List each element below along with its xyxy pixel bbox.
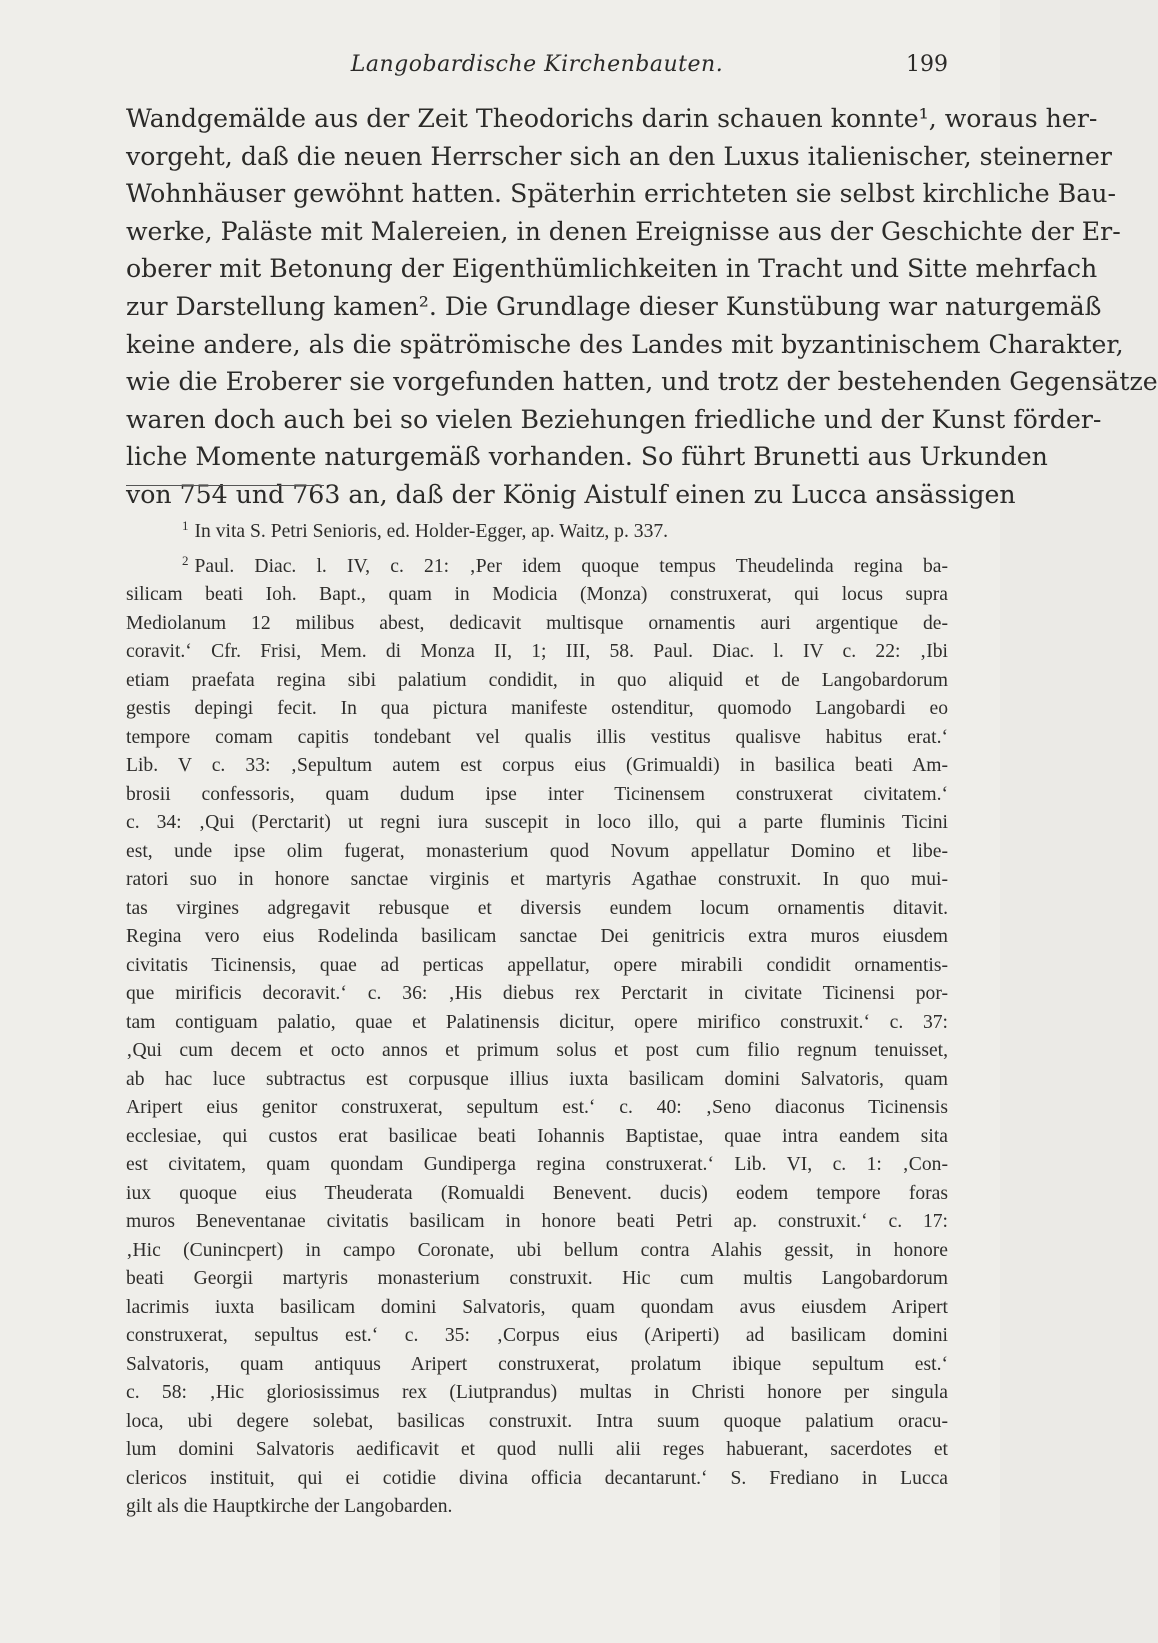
- footnote-line: coravit.‘ Cfr. Frisi, Mem. di Monza II, 1; III, 58. Paul. Diac. l. IV c. 22: ‚Ibi: [126, 641, 948, 662]
- footnote-line: silicam beati Ioh. Bapt., quam in Modicia (Monza) construxerat, qui locus supra: [126, 584, 948, 605]
- text-line: keine andere, als die spätrömische des Landes mit byzantinischem Charakter,: [126, 329, 1124, 359]
- footnote-line: c. 34: ‚Qui (Perctarit) ut regni iura suscepit in loco illo, qui a parte fluminis Ticini: [126, 812, 948, 833]
- footnote-line: c. 58: ‚Hic gloriosissimus rex (Liutprandus) multas in Christi honore per singula: [126, 1382, 948, 1403]
- footnote-line: tam contiguam palatio, quae et Palatinensis dicitur, opere mirifico construxit.‘ c. 37:: [126, 1011, 948, 1033]
- text-line: werke, Paläste mit Malereien, in denen Ereignisse aus der Geschichte der Er-: [126, 216, 1121, 246]
- footnote-line: ‚Hic (Cunincpert) in campo Coronate, ubi bellum contra Alahis gessit, in honore: [126, 1239, 948, 1261]
- footnote-line: que mirificis decoravit.‘ c. 36: ‚His diebus rex Perctarit in civitate Ticinensi por-: [126, 983, 948, 1004]
- footnotes: [126, 512, 948, 1522]
- page-number: 199: [906, 52, 948, 77]
- text-line: Wohnhäuser gewöhnt hatten. Späterhin errichteten sie selbst kirchliche Bau-: [126, 179, 1116, 209]
- footnote-line: brosii confessoris, quam dudum ipse inter Ticinensem construxerat civitatem.‘: [126, 783, 948, 805]
- footnote-line: $^2$ Paul. Diac. l. IV, c. 21: ‚Per idem quoque tempus Theudelinda regina ba-: [182, 552, 948, 577]
- running-header: [126, 52, 948, 88]
- main-text: [126, 100, 1158, 514]
- footnote-line: construxerat, sepultus est.‘ c. 35: ‚Corpus eius (Ariperti) ad basilicam domini: [126, 1325, 948, 1346]
- footnote-line: Salvatoris, quam antiquus Aripert construxerat, prolatum ibique sepultum est.‘: [126, 1353, 948, 1375]
- footnote-marker: 1: [182, 518, 189, 533]
- footnote-line: Lib. V c. 33: ‚Sepultum autem est corpus eius (Grimualdi) in basilica beati Am-: [126, 755, 948, 776]
- footnote-line: lacrimis iuxta basilicam domini Salvatoris, quam quondam avus eiusdem Aripert: [126, 1296, 948, 1318]
- footnote-line: beati Georgii martyris monasterium construxit. Hic cum multis Langobardorum: [126, 1268, 948, 1289]
- footnote-divider: [126, 485, 324, 486]
- footnote-line: civitatis Ticinensis, quae ad perticas appellatur, opere mirabili condidit ornamentis-: [126, 954, 948, 976]
- running-title: Langobardische Kirchenbauten.: [350, 52, 724, 77]
- footnote-line: tempore comam capitis tondebant vel qualis illis vestitus qualisve habitus erat.‘: [126, 726, 948, 748]
- text-line: wie die Eroberer sie vorgefunden hatten, und trotz der bestehenden Gegensätze: [126, 367, 1158, 397]
- footnote-line: tas virgines adgregavit rebusque et diversis eundem locum ornamentis ditavit.: [126, 897, 948, 919]
- text-line: vorgeht, daß die neuen Herrscher sich an den Luxus italienischer, steinerner: [126, 141, 1112, 171]
- footnote-line: gilt als die Hauptkirche der Langobarden.: [126, 1496, 453, 1517]
- text-line: Wandgemälde aus der Zeit Theodorichs darin schauen konnte¹, woraus her-: [126, 104, 1098, 133]
- footnote-line: ‚Qui cum decem et octo annos et primum solus et post cum filio regnum tenuisset,: [126, 1040, 948, 1061]
- footnote-marker: 2: [182, 552, 189, 568]
- footnote-line: clericos instituit, qui ei cotidie divina officia decantarunt.‘ S. Frediano in Lucca: [126, 1467, 948, 1489]
- footnote-line: ecclesiae, qui custos erat basilicae beati Iohannis Baptistae, quae intra eandem sita: [126, 1125, 948, 1147]
- footnote-line: ab hac luce subtractus est corpusque illius iuxta basilicam domini Salvatoris, quam: [126, 1068, 948, 1090]
- footnote-line: est civitatem, quam quondam Gundiperga regina construxerat.‘ Lib. VI, c. 1: ‚Con-: [126, 1154, 948, 1175]
- footnote-line: lum domini Salvatoris aedificavit et quod nulli alii reges habuerant, sacerdotes et: [126, 1439, 948, 1460]
- text-line: oberer mit Betonung der Eigenthümlichkeiten in Tracht und Sitte mehrfach: [126, 254, 1098, 284]
- footnote-line: loca, ubi degere solebat, basilicas construxit. Intra suum quoque palatium oracu-: [126, 1410, 948, 1432]
- footnote-line: Aripert eius genitor construxerat, sepultum est.‘ c. 40: ‚Seno diaconus Ticinensis: [126, 1097, 948, 1118]
- footnote-line: est, unde ipse olim fugerat, monasterium quod Novum appellatur Domino et libe-: [126, 840, 948, 862]
- text-line: waren doch auch bei so vielen Beziehungen friedliche und der Kunst förder-: [126, 404, 1102, 434]
- text-line: von 754 und 763 an, daß der König Aistulf einen zu Lucca ansässigen: [126, 479, 1016, 509]
- footnote-line: Regina vero eius Rodelinda basilicam sanctae Dei genitricis extra muros eiusdem: [126, 926, 948, 947]
- text-line: zur Darstellung kamen². Die Grundlage dieser Kunstübung war naturgemäß: [126, 291, 1102, 321]
- footnote-line: etiam praefata regina sibi palatium condidit, in quo aliquid et de Langobardorum: [126, 669, 948, 691]
- footnote-line: gestis depingi fecit. In qua pictura manifeste ostenditur, quomodo Langobardi eo: [126, 698, 948, 719]
- footnote-text: In vita S. Petri Senioris, ed. Holder-Egger, ap. Waitz, p. 337.: [194, 521, 669, 542]
- footnote-line: Mediolanum 12 milibus abest, dedicavit multisque ornamentis auri argentique de-: [126, 612, 948, 634]
- footnote-1: [126, 512, 948, 547]
- footnote-line: muros Beneventanae civitatis basilicam in honore beati Petri ap. construxit.‘ c. 17:: [126, 1211, 948, 1232]
- text-line: liche Momente naturgemäß vorhanden. So führt Brunetti aus Urkunden: [126, 442, 1048, 472]
- footnote-line: ratori suo in honore sanctae virginis et martyris Agathae construxit. In quo mui-: [126, 869, 948, 890]
- footnote-2: [126, 547, 948, 1522]
- footnote-line: iux quoque eius Theuderata (Romualdi Benevent. ducis) eodem tempore foras: [126, 1182, 948, 1204]
